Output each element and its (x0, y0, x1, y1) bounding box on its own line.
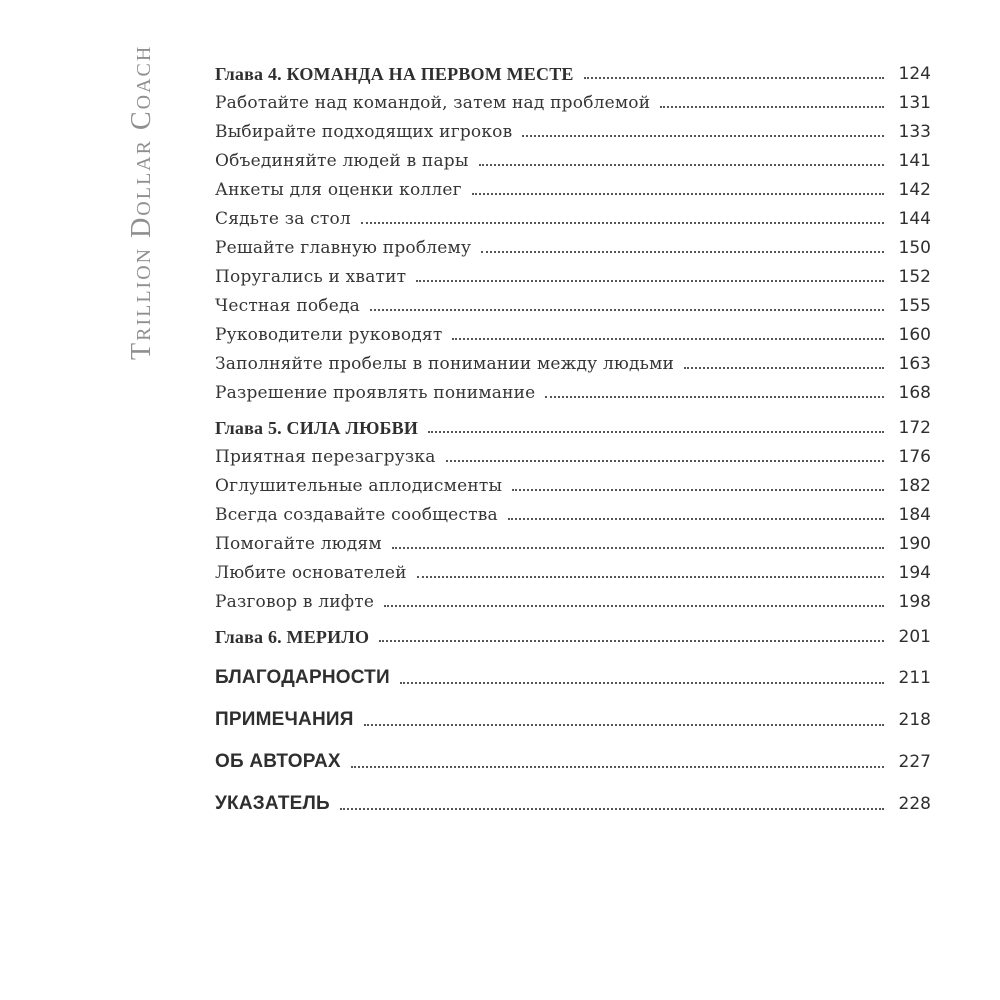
toc-item[interactable] (215, 526, 931, 555)
toc-page-number: 142 (898, 180, 931, 200)
dot-leader (522, 135, 884, 137)
toc-item[interactable] (215, 439, 931, 468)
toc-item-title: Разрешение проявлять понимание (215, 383, 536, 403)
toc-back-matter-title: ПРИМЕЧАНИЯ (215, 709, 354, 730)
dot-leader (452, 338, 884, 340)
dot-leader (481, 251, 884, 253)
toc-back-matter-index[interactable] (215, 776, 931, 816)
toc-page-number: 194 (898, 563, 931, 583)
table-of-contents (215, 56, 931, 816)
toc-item-title: Разговор в лифте (215, 592, 375, 612)
toc-item[interactable] (215, 143, 931, 172)
running-head (92, 44, 187, 360)
toc-item[interactable] (215, 172, 931, 201)
toc-chapter-6[interactable] (215, 619, 931, 648)
toc-item-title: Заполняйте пробелы в понимании между людьми (215, 354, 675, 374)
dot-leader (428, 431, 884, 433)
dot-leader (340, 808, 884, 810)
toc-page-number: 150 (898, 238, 931, 258)
toc-item[interactable] (215, 468, 931, 497)
toc-item-title: Любите основателей (215, 563, 407, 583)
toc-page-number: 227 (898, 752, 931, 772)
toc-page-number: 124 (898, 64, 931, 84)
toc-item-title: Анкеты для оценки коллег (215, 180, 462, 200)
toc-item-title: Оглушительные аплодисменты (215, 476, 503, 496)
toc-page-number: 190 (898, 534, 931, 554)
toc-item[interactable] (215, 114, 931, 143)
dot-leader (416, 280, 884, 282)
toc-back-matter-title: ОБ АВТОРАХ (215, 751, 341, 772)
dot-leader (660, 106, 884, 108)
dot-leader (508, 518, 884, 520)
toc-item-title: Честная победа (215, 296, 360, 316)
dot-leader (392, 547, 884, 549)
toc-item[interactable] (215, 85, 931, 114)
toc-item[interactable] (215, 555, 931, 584)
toc-page-number: 144 (898, 209, 931, 229)
toc-page-number: 184 (898, 505, 931, 525)
toc-back-matter-title: УКАЗАТЕЛЬ (215, 793, 330, 814)
toc-back-matter-notes[interactable] (215, 692, 931, 732)
toc-page-number: 176 (898, 447, 931, 467)
toc-item-title: Объединяйте людей в пары (215, 151, 469, 171)
toc-page-number: 152 (898, 267, 931, 287)
toc-back-matter-title: БЛАГОДАРНОСТИ (215, 667, 390, 688)
dot-leader (545, 396, 884, 398)
dot-leader (446, 460, 884, 462)
toc-page-number: 155 (898, 296, 931, 316)
dot-leader (512, 489, 884, 491)
dot-leader (351, 766, 884, 768)
dot-leader (370, 309, 884, 311)
toc-item-title: Поругались и хватит (215, 267, 407, 287)
toc-item[interactable] (215, 584, 931, 613)
toc-item-title: Выбирайте подходящих игроков (215, 122, 513, 142)
toc-page-number: 182 (898, 476, 931, 496)
dot-leader (584, 77, 884, 79)
book-title-vertical: Trillion Dollar Coach (126, 44, 157, 360)
toc-chapter-title: Глава 4. КОМАНДА НА ПЕРВОМ МЕСТЕ (215, 64, 574, 84)
toc-chapter-5[interactable] (215, 410, 931, 439)
toc-item[interactable] (215, 375, 931, 404)
dot-leader (361, 222, 884, 224)
dot-leader (684, 367, 884, 369)
dot-leader (479, 164, 884, 166)
toc-back-matter-acknowledgements[interactable] (215, 650, 931, 690)
toc-item-title: Руководители руководят (215, 325, 443, 345)
toc-page-number: 218 (898, 710, 931, 730)
toc-page-number: 141 (898, 151, 931, 171)
toc-chapter-title: Глава 5. СИЛА ЛЮБВИ (215, 418, 419, 438)
toc-item-title: Решайте главную проблему (215, 238, 472, 258)
dot-leader (417, 576, 884, 578)
toc-item[interactable] (215, 259, 931, 288)
dot-leader (472, 193, 884, 195)
toc-page-number: 228 (898, 794, 931, 814)
toc-item[interactable] (215, 288, 931, 317)
toc-page-number: 198 (898, 592, 931, 612)
toc-page-number: 131 (898, 93, 931, 113)
toc-item-title: Приятная перезагрузка (215, 447, 436, 467)
toc-chapter-4[interactable] (215, 56, 931, 85)
toc-item-title: Помогайте людям (215, 534, 382, 554)
dot-leader (379, 640, 884, 642)
toc-page-number: 172 (898, 418, 931, 438)
toc-item-title: Сядьте за стол (215, 209, 351, 229)
toc-page-number: 160 (898, 325, 931, 345)
toc-page-number: 163 (898, 354, 931, 374)
toc-item[interactable] (215, 346, 931, 375)
toc-back-matter-authors[interactable] (215, 734, 931, 774)
toc-page-number: 168 (898, 383, 931, 403)
toc-item[interactable] (215, 201, 931, 230)
dot-leader (400, 682, 884, 684)
toc-page-number: 201 (898, 627, 931, 647)
toc-item-title: Работайте над командой, затем над проблемой (215, 93, 651, 113)
toc-page-number: 133 (898, 122, 931, 142)
toc-item[interactable] (215, 497, 931, 526)
dot-leader (364, 724, 884, 726)
toc-item-title: Всегда создавайте сообщества (215, 505, 498, 525)
dot-leader (384, 605, 884, 607)
toc-page-number: 211 (898, 668, 931, 688)
toc-item[interactable] (215, 230, 931, 259)
toc-chapter-title: Глава 6. МЕРИЛО (215, 627, 370, 647)
toc-item[interactable] (215, 317, 931, 346)
